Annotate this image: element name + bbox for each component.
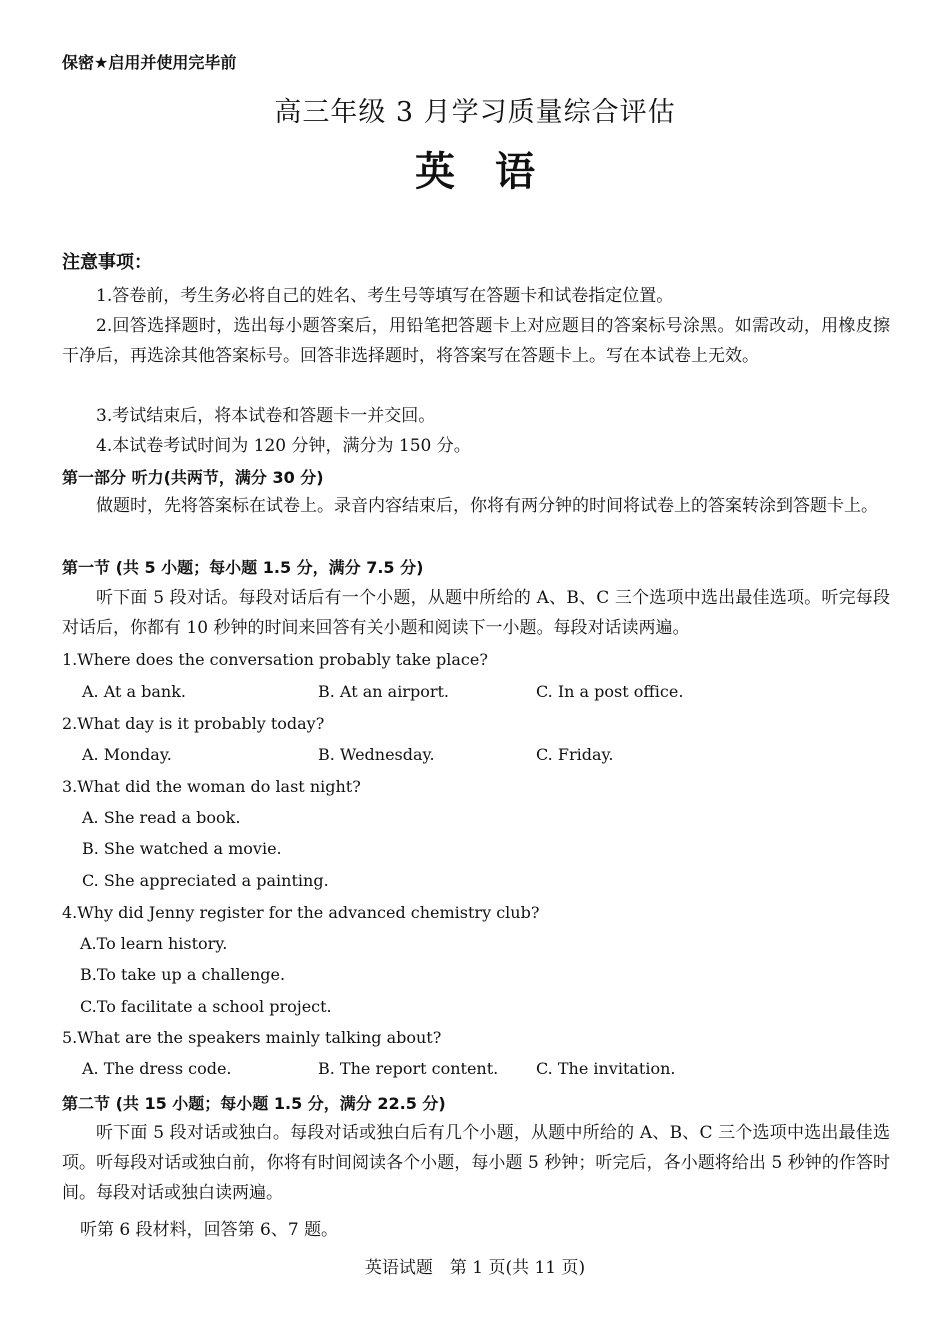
section1-heading: 第一节 (共 5 小题；每小题 1.5 分，满分 7.5 分): [62, 558, 424, 577]
option-b: B. She watched a movie.: [82, 839, 282, 858]
section2-heading: 第二节 (共 15 小题；每小题 1.5 分，满分 22.5 分): [62, 1094, 446, 1113]
option-a: A. The dress code.: [82, 1059, 232, 1078]
subject-title: 英语: [415, 148, 575, 195]
question-text: 5.What are the speakers mainly talking about?: [62, 1028, 442, 1047]
part1-intro: 做题时，先将答案标在试卷上。录音内容结束后，你将有两分钟的时间将试卷上的答案转涂到答题卡上。: [96, 496, 878, 516]
option-b: B. Wednesday.: [318, 745, 435, 764]
notice-heading: 注意事项：: [62, 252, 152, 273]
notice-item: 1.答卷前，考生务必将自己的姓名、考生号等填写在答题卡和试卷指定位置。: [96, 286, 674, 306]
option-a: A.To learn history.: [80, 934, 228, 953]
option-a: A. She read a book.: [82, 808, 241, 827]
exam-title: 高三年级 3 月学习质量综合评估: [274, 97, 676, 128]
question-text: 4.Why did Jenny register for the advanced chemistry club?: [62, 903, 540, 922]
page-footer: 英语试题 第 1 页(共 11 页): [364, 1258, 586, 1278]
option-b: B. At an airport.: [318, 682, 449, 701]
option-a: A. At a bank.: [82, 682, 187, 701]
section2-intro: 听下面 5 段对话或独白。每段对话或独白后有几个小题，从题中所给的 A、B、C 三个选项中选出最佳选项。听每段对话或独白前，你将有时间阅读各个小题，每小题 5 秒钟；听完后，各小题将给出 5 秒钟的作答时间。每段对话或独白读两遍。: [62, 1123, 890, 1203]
notice-item: 2.回答选择题时，选出每小题答案后，用铅笔把答题卡上对应题目的答案标号涂黑。如需改动，用橡皮擦干净后，再选涂其他答案标号。回答非选择题时，将答案写在答题卡上。写在本试卷上无效。: [62, 316, 890, 366]
part1-heading: 第一部分 听力(共两节，满分 30 分): [62, 468, 324, 487]
question-text: 1.Where does the conversation probably take place?: [62, 650, 488, 669]
confidential-mark: 保密★启用并使用完毕前: [62, 53, 237, 72]
option-c: C. The invitation.: [536, 1059, 676, 1078]
notice-item: 4.本试卷考试时间为 120 分钟，满分为 150 分。: [96, 436, 471, 456]
option-b: B. The report content.: [318, 1059, 499, 1078]
notice-item: 3.考试结束后，将本试卷和答题卡一并交回。: [96, 406, 436, 426]
option-c: C. In a post office.: [536, 682, 684, 701]
option-c: C. Friday.: [536, 745, 614, 764]
option-c: C.To facilitate a school project.: [80, 997, 332, 1016]
option-a: A. Monday.: [82, 745, 172, 764]
question-text: 2.What day is it probably today?: [62, 714, 325, 733]
question-text: 3.What did the woman do last night?: [62, 777, 361, 796]
section1-intro: 听下面 5 段对话。每段对话后有一个小题，从题中所给的 A、B、C 三个选项中选出最佳选项。听完每段对话后，你都有 10 秒钟的时间来回答有关小题和阅读下一小题。每段对话读两遍。: [62, 588, 890, 638]
option-b: B.To take up a challenge.: [80, 965, 286, 984]
material-instruction: 听第 6 段材料，回答第 6、7 题。: [80, 1220, 339, 1240]
option-c: C. She appreciated a painting.: [82, 871, 329, 890]
